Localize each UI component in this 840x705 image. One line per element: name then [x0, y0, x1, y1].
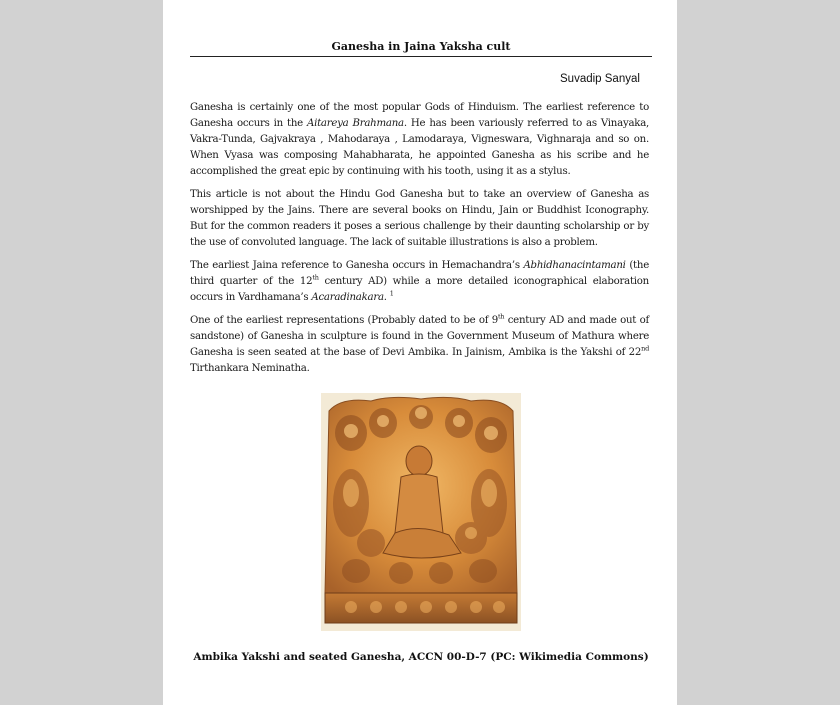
paragraph-1-text: Ganesha is certainly one of the most popular Gods of Hinduism. The earliest reference to Ganesha occurs in the	[190, 102, 649, 129]
header-divider	[190, 56, 652, 57]
page-header-title: Ganesha in Jaina Yaksha cult	[331, 40, 511, 53]
paragraph-3-italic: Abhidhanacintamani	[523, 260, 626, 271]
paragraph-4-text-mid: century AD and made out of sandstone) of Ganesha in sculpture is found in the Government Museum of Mathura where Ganesha is seen seated at the base of Devi Ambika. In Jainism, Ambika is the Yakshi of 22	[190, 315, 649, 358]
figure-caption: Ambika Yakshi and seated Ganesha, ACCN 00-D-7 (PC: Wikimedia Commons)	[193, 651, 649, 663]
ordinal-superscript: th	[312, 273, 319, 282]
paragraph-3	[190, 258, 649, 306]
sculpture-photo	[321, 393, 521, 631]
paragraph-3-italic-2: Acaradinakara	[311, 292, 384, 303]
paragraph-4-text-end: Tirthankara Neminatha.	[190, 363, 310, 374]
paragraph-3-text: The earliest Jaina reference to Ganesha occurs in Hemachandra’s	[190, 260, 524, 271]
paragraph-3-text-mid2: century AD) while a more detailed iconographical elaboration occurs in Vardhamana’s	[190, 276, 649, 303]
ordinal-superscript: nd	[641, 344, 649, 353]
paragraph-1-text-end: . He has been variously referred to as Vinayaka, Vakra-Tunda, Gajvakraya , Mahodaraya , Lamodaraya, Vigneswara, Vighnaraja and so on. When Vyasa was composing Mahabharata, he appointed Ganesha as his scribe and he accomplished the great epic by continuing with his tooth, using it as a stylus.	[190, 118, 650, 177]
paragraph-1	[190, 100, 649, 180]
paragraph-3-text-end: .	[383, 292, 390, 303]
paragraph-3-text-mid: (the third quarter of the 12	[190, 260, 649, 287]
ordinal-superscript: th	[497, 312, 505, 321]
article-body	[190, 100, 649, 384]
author-name: Suvadip Sanyal	[560, 73, 640, 85]
footnote-marker: 1	[389, 289, 394, 298]
paragraph-4	[190, 313, 649, 377]
paragraph-1-italic: Aitareya Brahmana	[306, 118, 404, 129]
paragraph-4-text: One of the earliest representations (Probably dated to be of 9	[190, 315, 498, 326]
ambika-ganesha-sculpture-image	[321, 393, 521, 631]
paragraph-2: This article is not about the Hindu God Ganesha but to take an overview of Ganesha as worshipped by the Jains. There are several books on Hindu, Jain or Buddhist Iconography. But for the common readers it poses a serious challenge by their daunting scholarship or by the use of convoluted language. The lack of suitable illustrations is also a problem.	[190, 189, 649, 248]
